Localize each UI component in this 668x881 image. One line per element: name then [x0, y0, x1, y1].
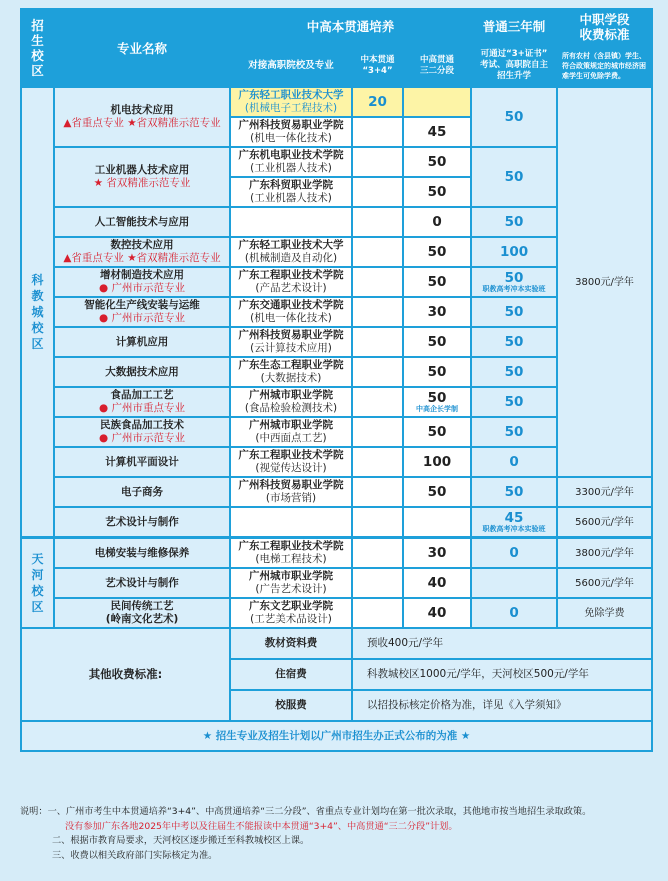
- quota-3-2-value: 50: [427, 333, 447, 350]
- major-name: 计算机应用: [115, 335, 169, 348]
- other-fee-name: 教材资料费: [230, 628, 352, 659]
- major-name-cell: [54, 87, 230, 147]
- partner-school-cell: [230, 507, 352, 538]
- quota-3-2-note: 中高企长学制: [416, 404, 459, 413]
- partner-major: (食品检验检测技术): [244, 402, 338, 414]
- partner-school-cell: [230, 177, 352, 207]
- partner-major: (视觉传达设计): [255, 462, 327, 474]
- quota-3plus4: 20: [352, 87, 403, 117]
- quota-3plus4: [352, 297, 403, 327]
- quota-general-value: 0: [509, 453, 519, 470]
- quota-3plus4: [352, 417, 403, 447]
- quota-3plus4: [352, 507, 403, 538]
- partner-school: 广州科技贸易职业学院: [238, 479, 344, 491]
- quota-3plus4: [352, 598, 403, 628]
- major-name-cell: [54, 387, 230, 417]
- quota-3plus4: [352, 477, 403, 507]
- partner-school-cell: [230, 237, 352, 267]
- quota-3-2: [403, 447, 471, 477]
- major-name: 民族食品加工技术: [100, 419, 184, 431]
- table-row: [21, 87, 652, 117]
- major-name-cell: [54, 207, 230, 237]
- footer-banner: ★ 招生专业及招生计划以广州市招生办正式公布的为准 ★: [21, 721, 652, 751]
- table-row: [21, 568, 652, 598]
- quota-general-value: 50: [504, 483, 524, 500]
- quota-general: [471, 147, 557, 207]
- partner-school-cell: [230, 598, 352, 628]
- quota-general: [471, 507, 557, 538]
- partner-school: 广东工程职业技术学院: [238, 540, 344, 552]
- partner-major: (工业机器人技术): [250, 162, 332, 174]
- partner-major: (机电一体化技术): [250, 312, 332, 324]
- quota-general-value: 50: [504, 333, 524, 350]
- other-fees-label: 其他收费标准:: [21, 628, 230, 721]
- quota-3-2-value: 50: [427, 153, 447, 170]
- other-fee-value: 预收400元/学年: [352, 628, 652, 659]
- quota-3-2: [403, 327, 471, 357]
- campus-label: 天 河 校 区: [21, 538, 54, 629]
- table-row: [21, 477, 652, 507]
- major-tag: ● 广州市示范专业: [99, 312, 185, 324]
- partner-school: 广州科技贸易职业学院: [238, 119, 344, 131]
- quota-3plus4: [352, 357, 403, 387]
- quota-3-2: [403, 417, 471, 447]
- note-text: 一、广州市考生中本贯通培养“3+4”、中高贯通培养“三二分段”、省重点专业计划均在第一批次录取，其他地市按当地招生录取政策。: [47, 806, 592, 817]
- major-name-cell: [54, 598, 230, 628]
- partner-major: (产品艺术设计): [255, 282, 327, 294]
- partner-school-cell: [230, 207, 352, 237]
- quota-3-2-value: 45: [427, 123, 447, 140]
- note-line-1: [20, 805, 660, 820]
- partner-school: 广东工程职业技术学院: [238, 269, 344, 281]
- partner-school-cell: [230, 417, 352, 447]
- quota-3-2: [403, 267, 471, 297]
- quota-3-2-value: 30: [427, 303, 447, 320]
- major-name-cell: [54, 507, 230, 538]
- partner-major: (工业机器人技术): [250, 192, 332, 204]
- quota-general: [471, 327, 557, 357]
- major-name-cell: [54, 327, 230, 357]
- major-name: 增材制造技术应用: [100, 269, 184, 281]
- major-name-cell: [54, 568, 230, 598]
- major-name: 大数据技术应用: [105, 365, 179, 378]
- quota-general-value: 0: [509, 544, 519, 561]
- quota-3-2: [403, 87, 471, 117]
- quota-3-2: [403, 177, 471, 207]
- quota-3-2-value: 50: [427, 243, 447, 260]
- quota-general: [471, 237, 557, 267]
- quota-3plus4: [352, 147, 403, 177]
- partner-school: 广东生态工程职业学院: [238, 359, 344, 371]
- major-name: 艺术设计与制作: [105, 576, 179, 589]
- note-line-2: 二、根据市教育局要求，天河校区逐步搬迁至科教城校区上课。: [52, 835, 310, 846]
- header-3-2: 中高贯通 三二分段: [403, 44, 471, 87]
- quota-3-2-value: 50: [427, 389, 447, 406]
- quota-3plus4: [352, 568, 403, 598]
- quota-3-2: [403, 117, 471, 147]
- major-tag: ● 广州市示范专业: [99, 282, 185, 294]
- partner-school: 广东机电职业技术学院: [238, 149, 344, 161]
- quota-general: [471, 267, 557, 297]
- major-name-cell: [54, 447, 230, 477]
- quota-general: [471, 387, 557, 417]
- quota-3-2: [403, 387, 471, 417]
- header-general-sub: 可通过“3+证书” 考试、高职院自主 招生升学: [471, 44, 557, 87]
- major-name-cell: [54, 357, 230, 387]
- partner-school-cell: [230, 357, 352, 387]
- major-name-cell: [54, 477, 230, 507]
- header-general: 普通三年制: [471, 9, 557, 44]
- partner-major: (中西面点工艺): [255, 432, 327, 444]
- quota-general: [471, 87, 557, 147]
- partner-school: 广州科技贸易职业学院: [238, 329, 344, 341]
- quota-3-2-value: 30: [427, 544, 447, 561]
- other-fee-name: 住宿费: [230, 659, 352, 690]
- quota-3-2: [403, 477, 471, 507]
- quota-3plus4: [352, 267, 403, 297]
- header-3plus4: 中本贯通 “3+4”: [352, 44, 403, 87]
- notes: [20, 805, 660, 863]
- partner-major: (机械制造及自动化): [244, 252, 338, 264]
- partner-school: 广东交通职业技术学院: [238, 299, 344, 311]
- fee-standard: 3800元/学年: [557, 538, 652, 569]
- quota-general-value: 50: [504, 213, 524, 230]
- quota-3plus4: [352, 177, 403, 207]
- table-body: [21, 87, 652, 628]
- note-line-1-red: 没有参加广东各地2025年中考以及往届生不能报读中本贯通“3+4”、中高贯通“三二分段”计划。: [65, 820, 458, 832]
- table-row: [21, 507, 652, 538]
- quota-3-2: [403, 507, 471, 538]
- header-fee: 中职学段 收费标准: [557, 9, 652, 44]
- quota-3-2: [403, 568, 471, 598]
- other-fee-name: 校服费: [230, 690, 352, 721]
- partner-school: 广东文艺职业学院: [249, 600, 333, 612]
- fee-standard: 3300元/学年: [557, 477, 652, 507]
- quota-general: [471, 417, 557, 447]
- other-fee-value: 科教城校区1000元/学年，天河校区500元/学年: [352, 659, 652, 690]
- quota-general: [471, 538, 557, 569]
- partner-major: (电梯工程技术): [255, 553, 327, 565]
- quota-3plus4: [352, 327, 403, 357]
- quota-3-2: [403, 237, 471, 267]
- major-tag: ▲省重点专业 ★省双精准示范专业: [63, 117, 221, 129]
- partner-school-cell: [230, 147, 352, 177]
- partner-school-cell: [230, 477, 352, 507]
- quota-3plus4: [352, 538, 403, 569]
- major-name-cell: [54, 147, 230, 207]
- quota-general-note: 职教高考冲本实验班: [482, 284, 546, 293]
- quota-general: [471, 447, 557, 477]
- quota-3-2: [403, 207, 471, 237]
- major-name: 人工智能技术与应用: [94, 215, 190, 228]
- partner-school-cell: [230, 117, 352, 147]
- partner-school: 广州城市职业学院: [249, 419, 333, 431]
- fee-standard: 3800元/学年: [557, 87, 652, 477]
- table-row: [21, 598, 652, 628]
- major-name-cell: [54, 237, 230, 267]
- quota-general: [471, 297, 557, 327]
- partner-major: (机械电子工程技术): [244, 102, 338, 114]
- quota-general-value: 50: [504, 303, 524, 320]
- major-name: 智能化生产线安装与运维: [84, 299, 200, 311]
- partner-major: (云计算技术应用): [250, 342, 332, 354]
- major-name: 计算机平面设计: [105, 455, 179, 468]
- quota-3-2: [403, 297, 471, 327]
- major-name: 民间传统工艺 (岭南文化艺术): [105, 600, 179, 625]
- partner-school: 广东轻工职业技术大学: [238, 89, 344, 101]
- partner-major: (工艺美术品设计): [250, 613, 332, 625]
- partner-school: 广州城市职业学院: [249, 389, 333, 401]
- quota-3-2: [403, 538, 471, 569]
- partner-major: (市场营销): [265, 492, 317, 504]
- quota-3-2-value: 100: [422, 453, 452, 470]
- partner-school-cell: [230, 87, 352, 117]
- partner-school-cell: [230, 568, 352, 598]
- partner-school-cell: [230, 387, 352, 417]
- quota-general: [471, 568, 557, 598]
- partner-school-cell: [230, 267, 352, 297]
- enrollment-table: [20, 8, 653, 752]
- partner-school: 广州城市职业学院: [249, 570, 333, 582]
- campus-label: 科 教 城 校 区: [21, 87, 54, 538]
- fee-standard: 5600元/学年: [557, 507, 652, 538]
- major-name: 数控技术应用: [110, 239, 174, 251]
- quota-3-2-value: 40: [427, 574, 447, 591]
- partner-school: 广东科贸职业学院: [249, 179, 333, 191]
- major-tag: ● 广州市重点专业: [99, 402, 185, 414]
- quota-general-value: 50: [504, 393, 524, 410]
- quota-3-2-value: 50: [427, 183, 447, 200]
- quota-3-2-value: 0: [432, 213, 442, 230]
- major-name-cell: [54, 267, 230, 297]
- quota-general-value: 50: [504, 363, 524, 380]
- quota-general-value: 100: [499, 243, 529, 260]
- major-name: 电子商务: [121, 485, 163, 498]
- header-major-name: 专业名称: [54, 9, 230, 87]
- major-name: 工业机器人技术应用: [94, 164, 190, 176]
- major-name-cell: [54, 297, 230, 327]
- quota-general: [471, 598, 557, 628]
- partner-school-cell: [230, 327, 352, 357]
- table-row: [21, 538, 652, 569]
- major-name-cell: [54, 417, 230, 447]
- quota-3plus4: [352, 237, 403, 267]
- quota-general-value: 50: [504, 269, 524, 286]
- quota-3-2-value: 50: [427, 483, 447, 500]
- quota-general-value: 50: [504, 168, 524, 185]
- major-name: 艺术设计与制作: [105, 515, 179, 528]
- quota-general: [471, 477, 557, 507]
- major-tag: ▲省重点专业 ★省双精准示范专业: [63, 252, 221, 264]
- quota-general-value: 50: [504, 108, 524, 125]
- quota-3-2-value: 50: [427, 423, 447, 440]
- quota-general: [471, 357, 557, 387]
- major-tag: ★ 省双精准示范专业: [93, 177, 191, 189]
- quota-general-value: 50: [504, 423, 524, 440]
- quota-3-2-value: 40: [427, 604, 447, 621]
- fee-standard: 免除学费: [557, 598, 652, 628]
- quota-3-2: [403, 147, 471, 177]
- header-fee-sub: 所有农村（含县镇）学生、符合政策规定的城市经济困难学生可免除学费。: [557, 44, 652, 87]
- quota-3plus4: [352, 387, 403, 417]
- note-line-3: 三、收费以相关政府部门实际核定为准。: [52, 849, 218, 861]
- header-integrated: 中高本贯通培养: [230, 9, 471, 44]
- fee-standard: 5600元/学年: [557, 568, 652, 598]
- quota-3-2: [403, 357, 471, 387]
- partner-school-cell: [230, 538, 352, 569]
- quota-3plus4: [352, 447, 403, 477]
- partner-school: 广东工程职业技术学院: [238, 449, 344, 461]
- other-fee-value: 以招投标核定价格为准，详见《入学须知》: [352, 690, 652, 721]
- partner-school-cell: [230, 447, 352, 477]
- header-school-major: 对接高职院校及专业: [230, 44, 352, 87]
- quota-general: [471, 207, 557, 237]
- major-name: 电梯安装与维修保养: [94, 546, 190, 559]
- partner-major: (大数据技术): [260, 372, 322, 384]
- major-tag: ● 广州市示范专业: [99, 432, 185, 444]
- notes-prefix: 说明：: [20, 806, 48, 817]
- partner-major: (机电一体化技术): [250, 132, 332, 144]
- quota-3-2: [403, 598, 471, 628]
- partner-school-cell: [230, 297, 352, 327]
- partner-major: (广告艺术设计): [255, 583, 327, 595]
- major-name: 食品加工工艺: [110, 389, 174, 401]
- header-campus: 招 生 校 区: [21, 9, 54, 87]
- quota-3plus4: [352, 207, 403, 237]
- quota-general-note: 职教高考冲本实验班: [482, 524, 546, 533]
- quota-3-2-value: 50: [427, 273, 447, 290]
- quota-general-value: 0: [509, 604, 519, 621]
- major-name: 机电技术应用: [110, 104, 174, 116]
- quota-3-2-value: 50: [427, 363, 447, 380]
- partner-school: 广东轻工职业技术大学: [238, 239, 344, 251]
- major-name-cell: [54, 538, 230, 569]
- quota-general-value: 45: [504, 509, 524, 526]
- quota-3plus4: [352, 117, 403, 147]
